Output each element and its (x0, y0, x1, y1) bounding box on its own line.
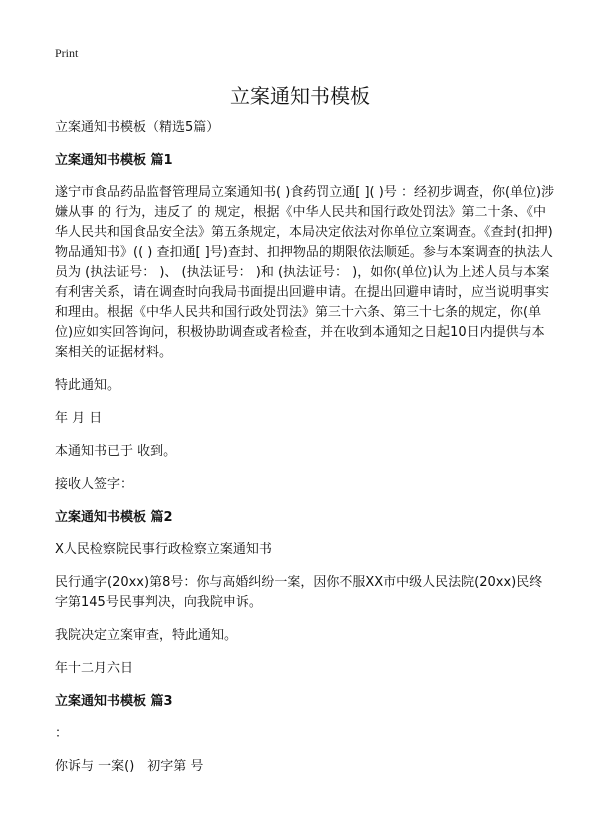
paragraph: 年十二月六日 (55, 661, 134, 676)
paragraph: 本通知书已于 收到。 (55, 444, 177, 459)
section-heading: 立案通知书模板 篇1 (55, 153, 173, 168)
subtitle: 立案通知书模板（精选5篇） (55, 120, 220, 135)
paragraph: 年 月 日 (55, 411, 103, 426)
paragraph: 遂宁市食品药品监督管理局立案通知书( )食药罚立通[ ]( )号 ：经初步调查，你(单位)涉嫌从事 的 行为，违反了 的 规定，根据《中华人民共和国行政处罚法》第二十条、《中华人民共和国食品安全法》第五条规定，本局决定依法对你单位立案调查。《查封(扣押)物品通知书》(( ) 查扣通[ ]号)查封、扣押物品的期限依法顺延。参与本案调查的执法人员为 (执法证号： )、 (执法证号： )和 (执法证号： )，如你(单位)认为上述人员与本案有利害关系，请在调查时向我局书面提出回避申请。在提出回避申请时，应当说明事实和理由。根据《中华人民共和国行政处罚法》第三十六条、第三十七条的规定，你(单位)应如实回答询问，积极协助调查或者检查，并在收到本通知之日起10日内提供与本案相关的证据材料。 (55, 185, 555, 360)
paragraph: 民行通字(20xx)第8号：你与高婚纠纷一案，因你不服XX市中级人民法院(20xx)民终字第145号民事判决，向我院申诉。 (55, 575, 543, 610)
page-title: 立案通知书模板 (230, 84, 370, 108)
paragraph: 特此通知。 (55, 378, 121, 393)
section-heading: 立案通知书模板 篇2 (55, 510, 173, 525)
print-label: Print (55, 46, 79, 60)
paragraph: ： (55, 726, 69, 741)
paragraph: 你诉与 一案() 初字第 号 (55, 759, 204, 774)
paragraph: 我院决定立案审查，特此通知。 (55, 628, 238, 643)
paragraph: X人民检察院民事行政检察立案通知书 (55, 542, 272, 557)
document-body (55, 118, 555, 790)
paragraph: 接收人签字： (55, 477, 134, 492)
section-heading: 立案通知书模板 篇3 (55, 694, 173, 709)
